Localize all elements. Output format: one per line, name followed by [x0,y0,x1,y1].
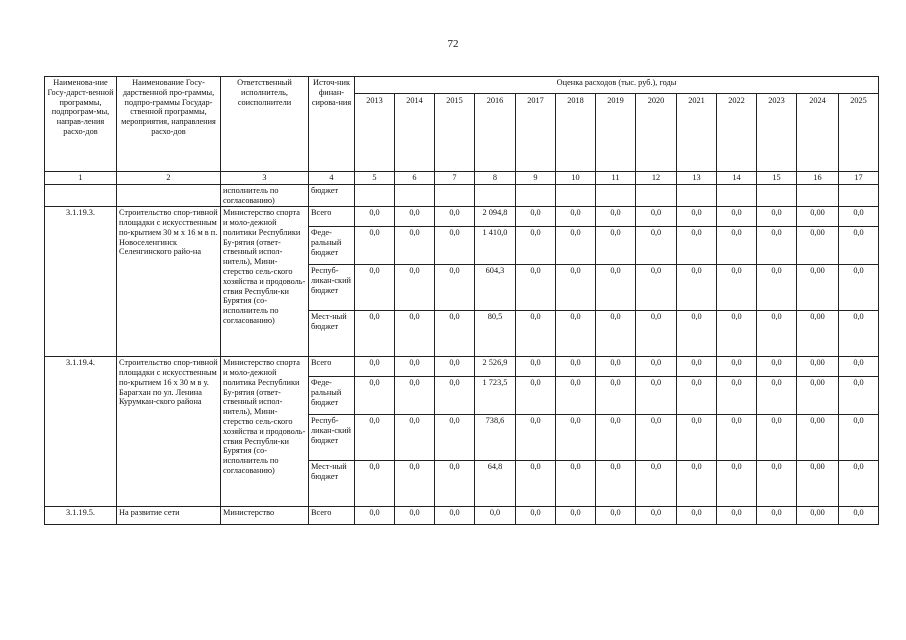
table-row [45,357,879,377]
index-row [45,172,879,185]
value-cell: 0,0 [596,265,636,311]
value-cell: 0,0 [717,461,757,507]
value-cell: 0,0 [636,207,677,227]
value-cell: 2 094,8 [475,207,516,227]
continuation-row [45,184,879,207]
value-cell: 0,0 [395,311,435,357]
value-cell: 0,0 [516,357,556,377]
measure-executor: Министерство спорта и моло-дежной политика Республики Бу-рятия (ответ-ственный испол-нитель), Мини-стерство сель-ского хозяйства и продоволь-ствия Республи-ки Бурятия (со-исполнитель по согласованию) [221,357,309,507]
value-cell: 0,0 [596,377,636,415]
value-cell: 0,0 [717,207,757,227]
value-cell: 0,0 [556,357,596,377]
value-cell: 0,0 [636,461,677,507]
value-cell: 0,0 [677,265,717,311]
value-cell: 0,0 [717,311,757,357]
value-cell: 0,00 [797,461,839,507]
value-cell: 0,0 [516,415,556,461]
page-number: 72 [447,38,459,50]
value-cell: 0,0 [717,227,757,265]
value-cell: 0,0 [717,507,757,525]
funding-source: Респуб-ликан-ский бюджет [309,415,355,461]
value-cell: 0,0 [596,357,636,377]
value-cell: 0,0 [839,415,879,461]
index-cell: 15 [757,172,797,185]
value-cell: 0,0 [435,357,475,377]
value-cell: 0,0 [556,507,596,525]
value-cell: 0,0 [395,207,435,227]
value-cell: 0,0 [717,415,757,461]
value-cell: 0,0 [677,415,717,461]
value-cell: 0,0 [516,207,556,227]
value-cell: 0,0 [435,265,475,311]
continuation-source: бюджет [309,184,355,207]
table-row [45,207,879,227]
expense-table [44,76,879,525]
value-cell: 0,0 [636,311,677,357]
header-year-2018: 2018 [556,94,596,172]
value-cell: 0,0 [395,377,435,415]
continuation-executor: исполнитель по согласованию) [221,184,309,207]
value-cell: 0,0 [355,461,395,507]
funding-source: Всего [309,507,355,525]
value-cell: 0,0 [839,207,879,227]
value-cell: 0,0 [355,207,395,227]
value-cell: 0,0 [556,265,596,311]
index-cell: 11 [596,172,636,185]
header-year-2020: 2020 [636,94,677,172]
value-cell: 0,0 [435,415,475,461]
value-cell: 0,0 [556,415,596,461]
value-cell: 0,0 [596,415,636,461]
header-year-2014: 2014 [395,94,435,172]
measure-executor: Министерство [221,507,309,525]
value-cell: 0,0 [636,227,677,265]
index-cell: 14 [717,172,757,185]
index-cell: 12 [636,172,677,185]
value-cell: 0,0 [717,377,757,415]
value-cell: 0,0 [355,265,395,311]
index-cell: 6 [395,172,435,185]
value-cell: 0,0 [636,415,677,461]
value-cell: 0,0 [435,507,475,525]
value-cell: 0,0 [636,265,677,311]
index-cell: 3 [221,172,309,185]
value-cell: 0,0 [757,207,797,227]
value-cell: 0,0 [596,207,636,227]
header-year-2021: 2021 [677,94,717,172]
value-cell: 0,0 [596,507,636,525]
index-cell: 13 [677,172,717,185]
measure-code: 3.1.19.3. [45,207,117,357]
value-cell: 0,0 [516,227,556,265]
index-cell: 10 [556,172,596,185]
value-cell: 0,0 [556,207,596,227]
header-year-2016: 2016 [475,94,516,172]
value-cell: 0,0 [636,507,677,525]
funding-source: Мест-ный бюджет [309,461,355,507]
header-year-2024: 2024 [797,94,839,172]
value-cell: 0,0 [757,311,797,357]
value-cell: 0,0 [636,377,677,415]
value-cell: 1 723,5 [475,377,516,415]
value-cell: 0,00 [797,311,839,357]
value-cell: 80,5 [475,311,516,357]
value-cell: 0,0 [395,415,435,461]
value-cell: 0,0 [355,415,395,461]
value-cell: 0,0 [435,377,475,415]
value-cell: 0,0 [355,507,395,525]
value-cell: 0,0 [596,311,636,357]
value-cell: 0,0 [556,227,596,265]
table-body [45,184,879,525]
value-cell: 0,0 [757,507,797,525]
value-cell: 738,6 [475,415,516,461]
value-cell: 0,0 [516,461,556,507]
value-cell: 1 410,0 [475,227,516,265]
value-cell: 64,8 [475,461,516,507]
value-cell: 0,0 [757,415,797,461]
value-cell: 0,0 [839,311,879,357]
value-cell: 0,0 [677,461,717,507]
header-year-2017: 2017 [516,94,556,172]
funding-source: Феде-ральный бюджет [309,377,355,415]
funding-source: Всего [309,207,355,227]
value-cell: 0,00 [797,207,839,227]
measure-name: Строительство спор-тивной площадки с искусственным по-крытием 16 х 30 м в у. Барагхан по ул. Ленина Курумкан-ского района [117,357,221,507]
value-cell: 0,0 [677,507,717,525]
header-estimate: Оценка расходов (тыс. руб.), годы [355,77,879,94]
header-year-2015: 2015 [435,94,475,172]
value-cell: 0,00 [797,415,839,461]
header-col-4: Источ-ник финан-сирова-ния [309,77,355,172]
value-cell: 0,0 [677,377,717,415]
value-cell: 0,0 [395,461,435,507]
value-cell: 0,0 [677,227,717,265]
value-cell: 0,00 [797,265,839,311]
value-cell: 0,0 [556,377,596,415]
value-cell: 0,00 [797,377,839,415]
value-cell: 0,0 [636,357,677,377]
measure-code: 3.1.19.4. [45,357,117,507]
header-col-3: Ответственный исполнитель, соисполнители [221,77,309,172]
continuation-name-cell [117,184,221,207]
value-cell: 0,0 [395,357,435,377]
header-year-2019: 2019 [596,94,636,172]
value-cell: 0,0 [435,461,475,507]
index-cell: 4 [309,172,355,185]
header-year-2023: 2023 [757,94,797,172]
value-cell: 0,0 [435,207,475,227]
value-cell: 0,0 [395,507,435,525]
funding-source: Респуб-ликан-ский бюджет [309,265,355,311]
value-cell: 0,0 [677,311,717,357]
value-cell: 0,0 [516,265,556,311]
value-cell: 0,0 [556,461,596,507]
value-cell: 0,0 [717,357,757,377]
value-cell: 0,0 [839,265,879,311]
value-cell: 0,0 [677,357,717,377]
header-col-1: Наименова-ние Госу-дарст-венной программы, подпрограм-мы, направ-ления расхо-дов [45,77,117,172]
index-cell: 9 [516,172,556,185]
value-cell: 0,0 [355,357,395,377]
value-cell: 0,0 [475,507,516,525]
value-cell: 0,0 [435,227,475,265]
value-cell: 0,0 [839,357,879,377]
value-cell: 0,00 [797,227,839,265]
value-cell: 2 526,9 [475,357,516,377]
value-cell: 0,0 [757,377,797,415]
value-cell: 0,0 [596,227,636,265]
value-cell: 0,0 [839,461,879,507]
header-year-2022: 2022 [717,94,757,172]
value-cell: 0,00 [797,507,839,525]
value-cell: 0,0 [395,265,435,311]
measure-name: Строительство спор-тивной площадки с искусственным по-крытием 30 м х 16 м в п. Новоселенгинск Селенгинского райо-на [117,207,221,357]
value-cell: 0,0 [355,311,395,357]
value-cell: 0,0 [757,265,797,311]
value-cell: 0,0 [355,377,395,415]
header-year-2025: 2025 [839,94,879,172]
table-row [45,507,879,525]
index-cell: 8 [475,172,516,185]
funding-source: Феде-ральный бюджет [309,227,355,265]
value-cell: 0,0 [677,207,717,227]
value-cell: 0,0 [839,377,879,415]
value-cell: 0,0 [516,311,556,357]
continuation-code-cell [45,184,117,207]
funding-source: Всего [309,357,355,377]
index-cell: 17 [839,172,879,185]
index-cell: 2 [117,172,221,185]
value-cell: 0,0 [516,377,556,415]
measure-name: На развитие сети [117,507,221,525]
value-cell: 0,0 [757,357,797,377]
value-cell: 0,0 [717,265,757,311]
value-cell: 0,0 [556,311,596,357]
measure-code: 3.1.19.5. [45,507,117,525]
index-cell: 1 [45,172,117,185]
index-cell: 16 [797,172,839,185]
value-cell: 0,0 [596,461,636,507]
value-cell: 0,0 [757,227,797,265]
measure-executor: Министерство спорта и моло-дежной политики Республики Бу-рятия (ответ-ственный испол-нитель), Мини-стерство сель-ского хозяйства и продоволь-ствия Республи-ки Бурятия (со-исполнитель по согласованию) [221,207,309,357]
value-cell: 0,0 [435,311,475,357]
index-cell: 7 [435,172,475,185]
value-cell: 0,0 [839,507,879,525]
header-col-2: Наименование Госу-дарственной про-граммы, подпро-граммы Государ-ственной программы, мероприятия, направления расхо-дов [117,77,221,172]
value-cell: 0,0 [516,507,556,525]
value-cell: 0,0 [355,227,395,265]
value-cell: 604,3 [475,265,516,311]
value-cell: 0,00 [797,357,839,377]
header-year-2013: 2013 [355,94,395,172]
table-header [45,77,879,185]
value-cell: 0,0 [839,227,879,265]
value-cell: 0,0 [757,461,797,507]
funding-source: Мест-ный бюджет [309,311,355,357]
index-cell: 5 [355,172,395,185]
value-cell: 0,0 [395,227,435,265]
